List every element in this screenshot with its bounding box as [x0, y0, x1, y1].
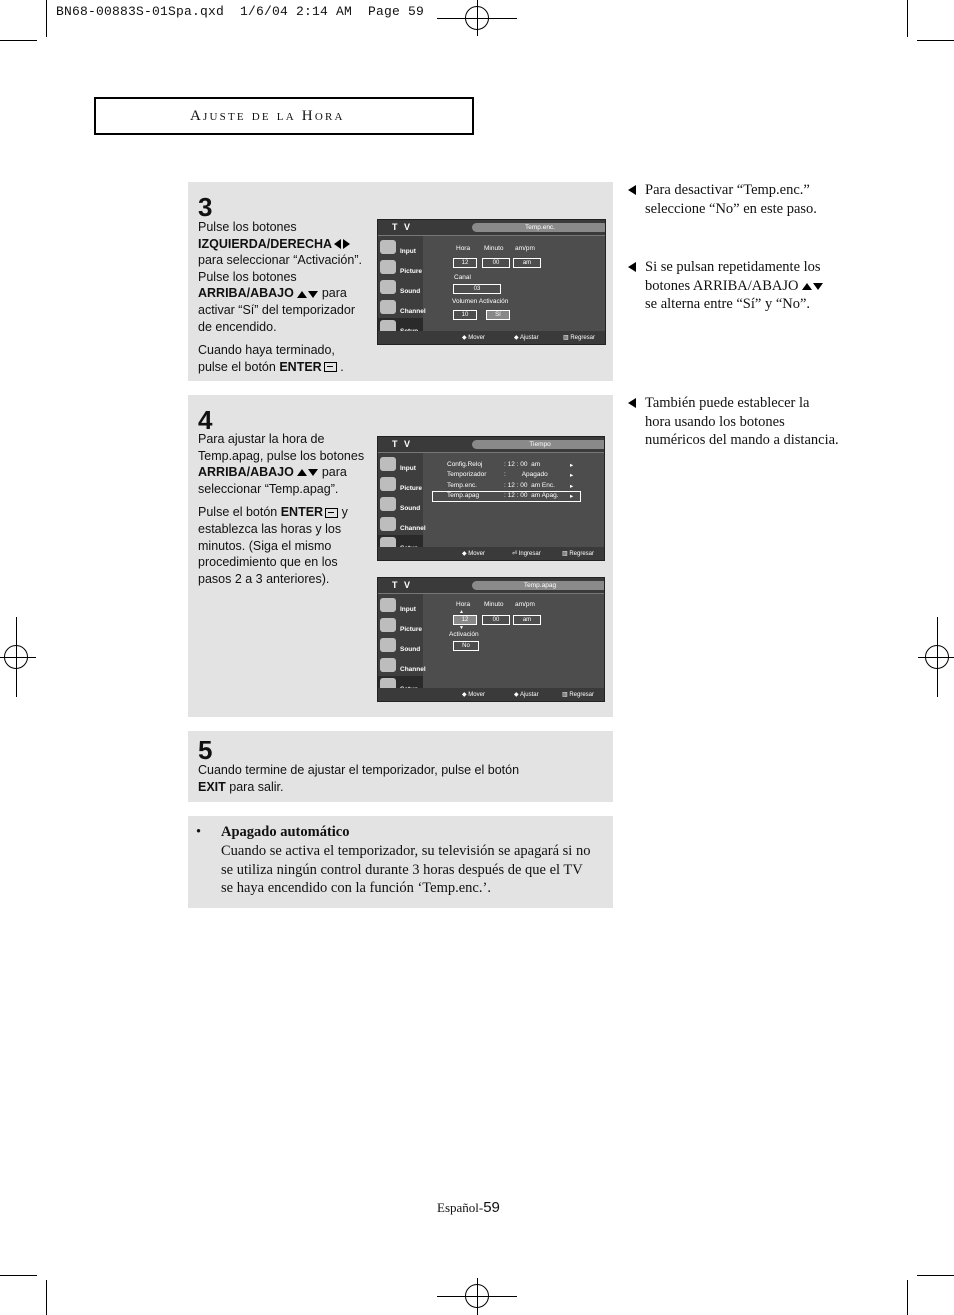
osd-row-label: Config.Reloj: [447, 461, 483, 468]
bullet-marker: •: [196, 824, 202, 840]
osd-label-hora: Hora: [456, 601, 471, 608]
text-line: se haya encendido con la función ‘Temp.enc.’.: [221, 880, 491, 896]
text-line: .: [340, 359, 344, 374]
text-line: de encendido.: [198, 319, 277, 334]
osd-row: [447, 461, 482, 468]
osd-field-canal: 03: [453, 284, 501, 294]
osd-menu-label: Channel: [400, 666, 426, 673]
osd-hint-label: Ajustar: [519, 692, 539, 698]
chevron-right-icon: ▸: [570, 493, 574, 500]
osd-field-activacion: No: [453, 641, 479, 651]
osd-label-ampm: am/pm: [515, 601, 535, 608]
footer-language: Español-: [437, 1200, 484, 1215]
crop-mark: [907, 1280, 908, 1315]
text-line: Para desactivar “Temp.enc.”: [645, 182, 810, 198]
osd-row-value: : 12 : 00 am Enc.: [504, 482, 555, 489]
text-line: y: [341, 505, 348, 520]
text-line: pulse el botón: [198, 359, 276, 374]
input-icon: [380, 457, 396, 471]
osd-menu-input: [378, 596, 423, 616]
side-note: [628, 394, 888, 450]
channel-icon: [380, 517, 396, 531]
step-3-text: [198, 219, 380, 375]
osd-field-ampm: am: [513, 258, 541, 268]
up-arrow-icon: ▲: [459, 609, 464, 615]
osd-row-value: : 12 : 00 am: [504, 461, 541, 468]
step-number: 5: [198, 735, 213, 765]
text-line: para salir.: [229, 779, 284, 794]
text-line: Pulse los botones: [198, 220, 297, 234]
text-line: se alterna entre “Sí” y “No”.: [645, 296, 811, 312]
osd-field-activacion: Sí: [486, 310, 510, 320]
text-line: hora usando los botones: [645, 413, 785, 430]
osd-label-hora: Hora: [456, 245, 471, 252]
down-arrow-icon: [308, 469, 318, 476]
osd-side-menu: [378, 594, 426, 687]
text-line: para: [321, 465, 347, 480]
text-line: numéricos del mando a distancia.: [645, 432, 839, 448]
text-line: Para ajustar la hora de: [198, 432, 325, 446]
osd-field-ampm: am: [513, 615, 541, 625]
osd-menu-label: Input: [400, 606, 416, 613]
text-line: ARRIBA/ABAJO: [198, 286, 294, 301]
osd-row-label: Temp.apag: [447, 492, 480, 499]
osd-row-value: : 12 : 00 am Apag.: [504, 492, 559, 499]
exit-label: EXIT: [198, 779, 226, 794]
osd-menu-label: Picture: [400, 626, 423, 633]
osd-temp-enc: [377, 219, 606, 345]
text-line: Pulse los botones: [198, 269, 297, 284]
osd-hint-enter: ⏎ Ingresar: [512, 551, 541, 557]
text-line: para seleccionar “Activación”.: [198, 253, 362, 268]
osd-side-menu: [378, 236, 426, 330]
osd-hint-adjust: ◆ Ajustar: [514, 692, 539, 698]
osd-label-activacion: Activación: [449, 631, 479, 638]
osd-label-ampm: am/pm: [515, 245, 535, 252]
bullet-title: Apagado automático: [221, 824, 350, 840]
step-number: 3: [198, 192, 213, 222]
picture-icon: [380, 618, 396, 632]
enter-label: ENTER: [280, 505, 324, 520]
osd-title: Tiempo: [472, 440, 605, 449]
osd-menu-label: Channel: [400, 308, 426, 315]
pointer-arrow-icon: [628, 185, 636, 195]
crop-mark: [0, 1275, 37, 1276]
osd-label-minuto: Minuto: [484, 601, 504, 608]
osd-field-hora: 12: [453, 615, 477, 625]
osd-menu-channel: [378, 656, 426, 676]
enter-icon: [325, 508, 338, 518]
down-arrow-icon: [308, 291, 318, 298]
osd-label-volumen: Volumen Activación: [452, 298, 509, 305]
text-line: Cuando termine de ajustar el temporizador, pulse el botón: [198, 763, 520, 777]
osd-menu-label: Sound: [400, 646, 421, 653]
osd-menu-picture: [378, 475, 423, 495]
osd-menu-picture: [378, 258, 423, 278]
sound-icon: [380, 280, 396, 294]
osd-tv-label: T V: [392, 222, 413, 232]
osd-label-minuto: Minuto: [484, 245, 504, 252]
osd-field-minuto: 00: [482, 615, 510, 625]
crop-mark: [907, 0, 908, 37]
pointer-arrow-icon: [628, 262, 636, 272]
channel-icon: [380, 658, 396, 672]
text-line: Temp.apag, pulse los botones: [198, 448, 365, 463]
step-5-text: [198, 762, 598, 795]
osd-tiempo: [377, 436, 605, 561]
osd-row: [447, 471, 486, 478]
up-arrow-icon: [297, 291, 307, 298]
text-line: se utiliza ningún control durante 3 horas después de que el TV: [221, 861, 583, 878]
osd-temp-apag: [377, 577, 605, 702]
enter-label: ENTER: [279, 359, 322, 374]
step-4-text: [198, 431, 376, 587]
osd-row-value: : Apagado: [504, 471, 548, 478]
osd-menu-label: Input: [400, 465, 416, 472]
osd-menu-picture: [378, 616, 423, 636]
osd-hint-label: Mover: [468, 551, 485, 557]
auto-off-panel: [188, 816, 613, 908]
osd-tv-label: T V: [392, 439, 413, 449]
osd-menu-sound: [378, 495, 423, 515]
osd-side-menu: [378, 453, 426, 546]
osd-hint-label: Regresar: [570, 335, 596, 341]
osd-hint-label: Mover: [468, 335, 485, 341]
osd-hint-back: ▥ Regresar: [563, 335, 596, 341]
osd-tv-label: T V: [392, 580, 413, 590]
channel-icon: [380, 300, 396, 314]
text-line: establezca las horas y los: [198, 521, 342, 536]
osd-menu-sound: [378, 278, 423, 298]
up-arrow-icon: [802, 283, 812, 290]
step-3-panel: [188, 182, 613, 381]
page-title: Ajuste de la Hora: [190, 108, 345, 124]
text-line: procedimiento que en los: [198, 555, 338, 570]
text-line: IZQUIERDA/DERECHA: [198, 236, 333, 251]
text-line: seleccione “No” en este paso.: [645, 200, 817, 217]
osd-bottombar: [378, 331, 605, 344]
osd-menu-label: Sound: [400, 505, 421, 512]
registration-mark: [465, 1284, 489, 1308]
osd-menu-input: [378, 238, 423, 258]
text-line: para: [321, 286, 347, 301]
osd-hint-adjust: ◆ Ajustar: [514, 335, 539, 341]
osd-menu-label: Picture: [400, 485, 423, 492]
osd-row: [447, 492, 479, 499]
registration-mark: [465, 6, 489, 30]
text-line: pasos 2 a 3 anteriores).: [198, 571, 330, 586]
bullet-body: [221, 842, 611, 898]
osd-menu-label: Input: [400, 248, 416, 255]
crop-mark: [46, 1280, 47, 1315]
osd-row: [447, 482, 477, 489]
osd-hint-move: ◆ Mover: [462, 335, 485, 341]
chevron-right-icon: ▸: [570, 472, 574, 479]
osd-label-canal: Canal: [454, 274, 471, 281]
osd-menu-label: Picture: [400, 268, 423, 275]
osd-title: Temp.apag: [472, 581, 605, 590]
osd-hint-back: ▥ Regresar: [562, 692, 595, 698]
crop-mark: [0, 40, 37, 41]
side-note: [628, 181, 888, 218]
text-line: Cuando haya terminado,: [198, 343, 335, 358]
osd-menu-label: Channel: [400, 525, 426, 532]
registration-mark: [4, 645, 28, 669]
left-arrow-icon: [334, 239, 341, 249]
osd-bottombar: [378, 688, 604, 701]
step-4-panel: [188, 395, 613, 717]
crop-mark: [46, 0, 47, 37]
sound-icon: [380, 497, 396, 511]
osd-menu-channel: [378, 298, 426, 318]
down-arrow-icon: ▼: [459, 625, 464, 631]
input-icon: [380, 598, 396, 612]
pointer-arrow-icon: [628, 398, 636, 408]
text-line: activar “Sí” del temporizador: [198, 302, 356, 317]
osd-field-volumen: 10: [453, 310, 477, 320]
osd-hint-label: Regresar: [569, 692, 595, 698]
text-line: botones ARRIBA/ABAJO: [645, 277, 799, 294]
page-footer: [437, 1199, 500, 1216]
step-number: 4: [198, 405, 213, 435]
text-line: seleccionar “Temp.apag”.: [198, 481, 339, 496]
file-slug: BN68-00883S-01Spa.qxd 1/6/04 2:14 AM Page 59: [56, 4, 425, 19]
osd-field-minuto: 00: [482, 258, 510, 268]
osd-menu-sound: [378, 636, 423, 656]
step-5-panel: [188, 731, 613, 802]
side-note: [628, 258, 888, 314]
osd-title: Temp.enc.: [472, 223, 606, 232]
osd-field-hora: 12: [453, 258, 477, 268]
osd-hint-back: ▥ Regresar: [562, 551, 595, 557]
right-arrow-icon: [343, 239, 350, 249]
osd-hint-label: Regresar: [569, 551, 595, 557]
picture-icon: [380, 260, 396, 274]
registration-mark: [925, 645, 949, 669]
down-arrow-icon: [813, 283, 823, 290]
chevron-right-icon: ▸: [570, 483, 574, 490]
osd-menu-input: [378, 455, 423, 475]
text-line: Si se pulsan repetidamente los: [645, 259, 821, 275]
crop-mark: [917, 1275, 954, 1276]
text-line: Pulse el botón: [198, 505, 278, 520]
crop-mark: [917, 40, 954, 41]
sound-icon: [380, 638, 396, 652]
osd-bottombar: [378, 547, 604, 560]
input-icon: [380, 240, 396, 254]
text-line: minutos. (Siga el mismo: [198, 538, 332, 553]
osd-row-label: Temp.enc.: [447, 482, 477, 489]
osd-hint-move: ◆ Mover: [462, 692, 485, 698]
enter-icon: [324, 362, 337, 372]
picture-icon: [380, 477, 396, 491]
osd-hint-label: Mover: [468, 692, 485, 698]
chevron-right-icon: ▸: [570, 462, 574, 469]
osd-menu-channel: [378, 515, 426, 535]
text-line: ARRIBA/ABAJO: [198, 465, 294, 480]
osd-row-label: Temporizador: [447, 471, 487, 478]
osd-hint-label: Ingresar: [518, 551, 541, 557]
text-line: También puede establecer la: [645, 395, 810, 411]
page-number: 59: [483, 1199, 500, 1216]
osd-hint-label: Ajustar: [519, 335, 539, 341]
osd-hint-move: ◆ Mover: [462, 551, 485, 557]
text-line: Cuando se activa el temporizador, su televisión se apagará si no: [221, 843, 591, 859]
page-title-box: [94, 97, 474, 135]
up-arrow-icon: [297, 469, 307, 476]
osd-menu-label: Sound: [400, 288, 421, 295]
